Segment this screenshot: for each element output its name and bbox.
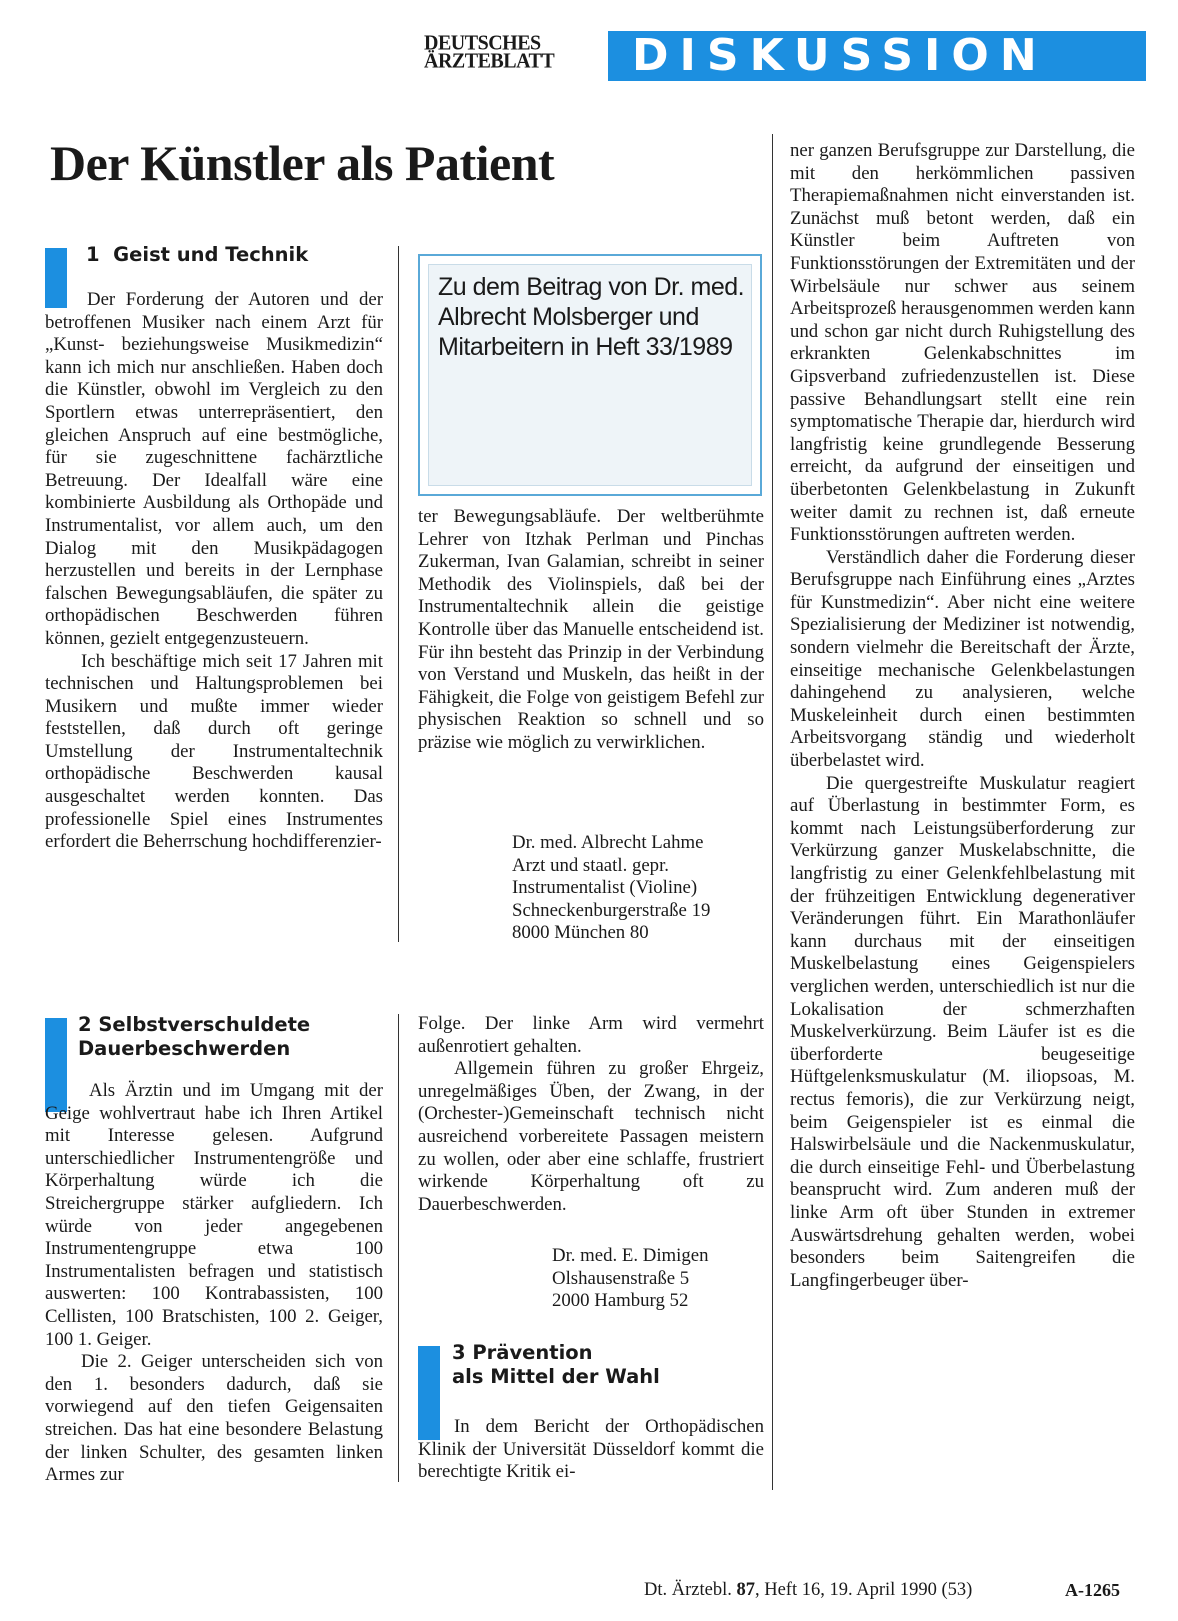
- section-3-number: 3: [452, 1341, 466, 1364]
- section-3-heading: [452, 1341, 660, 1389]
- section-1-number: 1: [86, 243, 100, 266]
- column-rule-2: [772, 134, 773, 1490]
- signature-line: Olshausenstraße 5: [552, 1267, 690, 1289]
- paragraph: Ich beschäftige mich seit 17 Jahren mit technischen und Haltungsproblemen bei Musikern und mußte immer wieder feststellen, daß durch oft geringe Umstellung der Instrumentaltechnik orthopädische Beschwerden kausal ausgeschaltet werden konnten. Das professionelle Spiel eines Instrumentes erfordert die Beherrschung hochdifferenzier-: [45, 650, 383, 853]
- journal-name-line1: DEUTSCHES: [424, 31, 541, 55]
- section-2-number: 2: [78, 1013, 92, 1036]
- signature-lahme: [512, 832, 710, 945]
- paragraph: Die quergestreifte Muskulatur reagiert auf Überlastung in bestimmter Form, es kommt nach Leistungsüberforderung zur Verkürzung ganzer Muskelabschnitte, die langfristig zu einer Gelenkfehlbelastung mit der frühzeitigen Entwicklung degenerativer Veränderungen führt. Ein Marathonläufer kann durchaus mit der einseitigen Muskelbelastung eines Geigenspielers verglichen werden, unterschiedlich ist nur die Lokalisation der schmerzhaften Muskelverkürzung. Beim Läufer ist es die überforderte beugeseitige Hüftgelenksmuskulatur (M. iliopsoas, M. rectus femoris), die zur Verkürzung neigt, beim Geigenspieler ist es einmal die Halswirbelsäule und die Nackenmuskulatur, die durch einseitige Fehl- und Überbelastung beansprucht wird. Zum anderen muß der linke Arm oft über Stunden in extremer Auswärtsdrehung gehalten werden, wobei besonders beim Saitengreifen die Langfingerbeuger über-: [790, 772, 1135, 1291]
- page-number: A-1265: [1065, 1580, 1120, 1600]
- paragraph: Als Ärztin und im Umgang mit der Geige wohlvertraut habe ich Ihren Artikel mit Interesse gelesen. Aufgrund unterschiedlicher Instrumentengröße und Körperhaltung würde ich die Streichergruppe stärker aufgliedern. Ich würde von jeder angegebenen Instrumentengruppe etwa 100 Instrumentalisten befragen und statistisch auswerten: 100 Kontrabassisten, 100 Cellisten, 100 Bratschisten, 100 2. Geiger, 100 1. Geiger.: [45, 1080, 383, 1350]
- citation-rest: , Heft 16, 19. April 1990 (53): [754, 1580, 973, 1600]
- paragraph: ner ganzen Berufsgruppe zur Darstellung, die mit den herkömmlichen passiven Therapiemaßnahmen nicht einverstanden ist. Zunächst muß betont werden, daß ein Künstler beim Auftreten von Funktionsstörungen der Extremitäten und der Wirbelsäule nur schwer aus seinem Arbeitsprozeß herausgenommen werden kann und schon gar nicht durch Ruhigstellung des erkrankten Gelenkabschnittes im Gipsverband zufriedenzustellen ist. Diese passive Behandlungsart stellt eine rein symptomatische Therapie dar, hierdurch wird langfristig keine grundlegende Besserung erreicht, da aufgrund der einseitigen und überbetonten Gelenkbelastung in Zukunft weiter damit zu rechnen ist, daß erneute Funktionsstörungen auftreten werden.: [790, 140, 1135, 546]
- journal-name-line2: ÄRZTEBLATT: [424, 49, 555, 73]
- paragraph: In dem Bericht der Orthopädischen Klinik der Universität Düsseldorf kommt die berechtigte Kritik ei-: [418, 1416, 764, 1483]
- signature-line: Dr. med. E. Dimigen: [552, 1245, 709, 1266]
- section-3-continuation: [790, 140, 1135, 1292]
- paragraph: Folge. Der linke Arm wird vermehrt außenrotiert gehalten.: [418, 1013, 764, 1057]
- section-2-title-line1: Selbstverschuldete: [98, 1013, 311, 1036]
- section-3-title-line1: Prävention: [472, 1341, 593, 1364]
- section-1-heading: [86, 243, 308, 267]
- signature-dimigen: [552, 1245, 709, 1313]
- section-3-title-line2: als Mittel der Wahl: [452, 1365, 660, 1388]
- paragraph: Der Forderung der Autoren und der betroffenen Musiker nach einem Arzt für „Kunst- beziehungsweise Musikmedizin“ kann ich mich nur anschließen. Haben doch die Künstler, obwohl im Vergleich zu den Sportlern etwas unterrepräsentiert, den gleichen Anspruch auf eine bestmögliche, für sie zugeschnittene fachärztliche Betreuung. Der Idealfall wäre eine kombinierte Ausbildung als Orthopäde und Instrumentalist, vor allem auch, um den Dialog mit den Musikpädagogen herzustellen und bereits in der Lernphase falschen Bewegungsabläufen, die später zu orthopädischen Beschwerden führen können, gezielt entgegenzusteuern.: [45, 289, 383, 649]
- signature-line: Dr. med. Albrecht Lahme: [512, 832, 704, 853]
- paragraph: Die 2. Geiger unterscheiden sich von den 1. besonders dadurch, daß sie vorwiegend auf den tiefen Geigensaiten streichen. Das hat eine besondere Belastung der linken Schulter, des gesamten linken Armes zur: [45, 1351, 383, 1486]
- section-2-heading: [78, 1013, 310, 1061]
- reference-box: [418, 254, 762, 496]
- signature-line: Arzt und staatl. gepr.: [512, 854, 669, 876]
- column-rule-1a: [398, 246, 399, 942]
- section-3-body: [418, 1416, 764, 1484]
- signature-line: Instrumentalist (Violine): [512, 877, 698, 899]
- paragraph: Verständlich daher die Forderung dieser Berufsgruppe nach Einführung eines „Arztes für Kunstmedizin“. Aber nicht eine weitere Spezialisierung der Mediziner ist notwendig, sondern vielmehr die Bereitschaft der Ärzte, einseitige mechanische Gelenkbelastungen dahingehend zu analysieren, welche Muskeleinheit durch einen bestimmten Arbeitsvorgang ständig und wiederholt überbelastet wird.: [790, 546, 1135, 772]
- paragraph: ter Bewegungsabläufe. Der weltberühmte Lehrer von Itzhak Perlman und Pinchas Zukerman, Ivan Galamian, schreibt in seiner Methodik des Violinspiels, daß bei der Instrumentaltechnik allein die geistige Kontrolle über das Manuelle entscheidend ist. Für ihn besteht das Prinzip in der Verbindung von Verstand und Muskeln, das heißt in der Fähigkeit, die Folge von geistigem Befehl zur physischen Reaktion so schnell und so präzise wie möglich zu verwirklichen.: [418, 506, 764, 753]
- section-2-body: [45, 1080, 383, 1487]
- section-2-continuation: [418, 1013, 764, 1216]
- signature-line: 2000 Hamburg 52: [552, 1290, 689, 1312]
- journal-masthead: [424, 31, 574, 73]
- article-title: Der Künstler als Patient: [50, 135, 555, 191]
- citation-prefix: Dt. Ärztebl.: [644, 1580, 732, 1600]
- section-banner: DISKUSSION: [608, 31, 1146, 81]
- section-1-title: Geist und Technik: [113, 243, 309, 266]
- signature-line: 8000 München 80: [512, 922, 649, 944]
- page-citation: [644, 1580, 972, 1601]
- section-2-title-line2: Dauerbeschwerden: [78, 1037, 291, 1060]
- paragraph: Allgemein führen zu großer Ehrgeiz, unregelmäßiges Üben, der Zwang, in der (Orchester-)Gemeinschaft technisch nicht ausreichend vorbereitete Passagen meistern zu wollen, oder aber eine schlaffe, frustriert wirkende Körperhaltung oft zu Dauerbeschwerden.: [418, 1058, 764, 1215]
- column-rule-1b: [398, 1014, 399, 1482]
- section-1-continuation: [418, 506, 764, 755]
- section-1-body: [45, 289, 383, 854]
- signature-line: Schneckenburgerstraße 19: [512, 899, 711, 921]
- citation-volume: 87: [736, 1580, 755, 1600]
- reference-text: Zu dem Beitrag von Dr. med. Albrecht Molsberger und Mitarbeitern in Heft 33/1989: [438, 273, 745, 361]
